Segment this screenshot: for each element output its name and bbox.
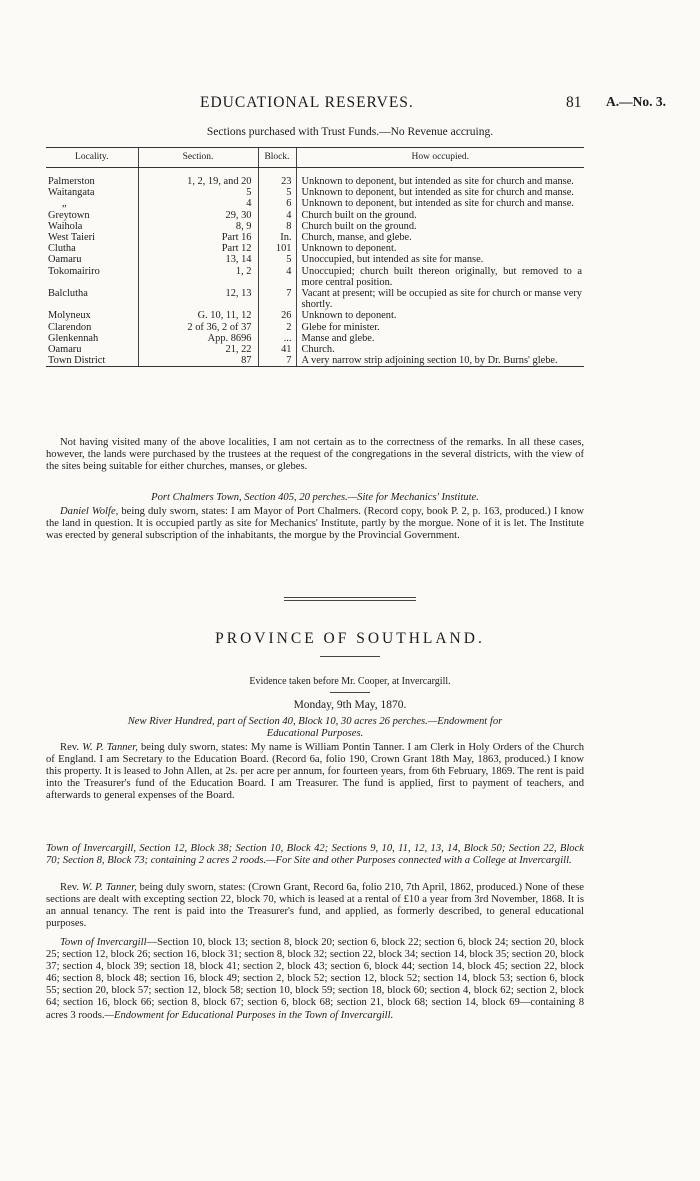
block-cell: 7 (258, 355, 296, 367)
section-cell: 8, 9 (138, 221, 258, 232)
table-row (46, 243, 584, 254)
section-divider (284, 597, 416, 601)
locality-cell: Waihola (48, 220, 83, 232)
table-row (46, 344, 584, 355)
occupation-cell: Church built on the ground. (296, 210, 584, 221)
section-cell: 5 (138, 187, 258, 198)
locality-cell: Clarendon (48, 321, 92, 333)
section-cell: 4 (138, 198, 258, 209)
port-chalmers-heading: Port Chalmers Town, Section 405, 20 perches.—Site for Mechanics' Institute. (151, 492, 479, 503)
block-cell: ... (258, 333, 296, 344)
locality-cell: Town District (46, 355, 138, 367)
locality-cell: Molyneux (48, 310, 91, 322)
document-reference: A.—No. 3. (606, 94, 666, 109)
page-number: 81 (566, 94, 582, 111)
block-cell: 5 (258, 187, 296, 198)
occupation-cell: Church, manse, and glebe. (296, 232, 584, 243)
table-header-row (46, 148, 584, 168)
section-cell: App. 8696 (138, 333, 258, 344)
block-cell: 26 (258, 310, 296, 321)
block-cell: In. (258, 232, 296, 243)
testimony-text: being duly sworn, states: My name is William Pontin Tanner. I am Clerk in Holy Orders of the Church of England. I am Secretary to the Education Board. (Record 6a, folio 190, Crown Grant 18th May, 1863, produced.) I know this property. It is leased to John Allen, at 2s. per acre per annum, for fourteen years, from 6th February, 1869. The rent is paid into the Treasurer's fund of the Education Board. I am Treasurer. The fund is applied, first to payment of teachers, and afterwards to general expenses of the Board. (46, 742, 584, 802)
block-cell: 23 (258, 168, 296, 188)
section-cell: 1, 2, 19, and 20 (138, 168, 258, 188)
running-header (0, 94, 700, 116)
locality-cell: Clutha (48, 243, 76, 255)
table-row (46, 266, 584, 288)
running-title: EDUCATIONAL RESERVES. (200, 94, 414, 111)
section-cell: 12, 13 (138, 288, 258, 310)
witness-name: W. P. Tanner, (81, 882, 137, 893)
witness-prefix: Rev. (60, 742, 83, 753)
college-heading: Town of Invercargill, Section 12, Block 38; Section 10, Block 42; Sections 9, 10, 11, 12, 13, 14, Block 50; Section 22, Block 70; Section 8, Block 73; containing 2 acres 2 roods.—For Site and other Purposes connected with a College at Invercargill. (46, 843, 584, 867)
section-cell: G. 10, 11, 12 (138, 310, 258, 321)
occupation-cell: Unoccupied; church built thereon originally, but removed to a more central position. (296, 266, 584, 288)
section-cell: 87 (138, 355, 258, 367)
locality-cell: Palmerston (48, 176, 95, 187)
new-river-paragraph (46, 742, 584, 802)
locality-cell: West Taieri (48, 232, 96, 244)
locality-cell: „ (62, 198, 67, 210)
port-chalmers-paragraph (46, 506, 584, 542)
locality-cell: Oamaru (48, 254, 82, 266)
table-row (46, 322, 584, 333)
occupation-cell: Unknown to deponent. (296, 310, 584, 321)
table-row (46, 221, 584, 232)
occupation-cell: Vacant at present; will be occupied as site for church or manse very shortly. (296, 288, 584, 310)
locality-cell: Waitangata (48, 187, 95, 199)
column-header-locality: Locality. (46, 148, 138, 168)
occupation-cell: Unknown to deponent, but intended as site for church and manse. (296, 187, 584, 198)
occupation-cell: Glebe for minister. (296, 322, 584, 333)
evidence-rule (330, 692, 370, 693)
block-cell: 7 (258, 288, 296, 310)
block-cell: 4 (258, 266, 296, 288)
new-river-heading: New River Hundred, part of Section 40, Block 10, 30 acres 26 perches.—Endowment for Educational Purposes. (127, 716, 503, 740)
table-title: Sections purchased with Trust Funds.—No Revenue accruing. (206, 126, 494, 138)
section-cell: Part 12 (138, 243, 258, 254)
occupation-cell: Church built on the ground. (296, 221, 584, 232)
table-row (46, 310, 584, 321)
table-row (46, 288, 584, 310)
remarks-paragraph: Not having visited many of the above localities, I am not certain as to the correctness of the remarks. In all these cases, however, the lands were purchased by the trustees at the request of the congregations in the several districts, with the view of the sites being suitable for either churches, manses, or glebes. (46, 437, 584, 473)
block-cell: 2 (258, 322, 296, 333)
occupation-cell: Unknown to deponent, but intended as site for church and manse. (296, 198, 584, 209)
witness-name: W. P. Tanner, (82, 742, 138, 753)
block-cell: 6 (258, 198, 296, 209)
witness-prefix: Rev. (60, 882, 82, 893)
locality-cell: Balclutha (48, 288, 88, 300)
block-cell: 41 (258, 344, 296, 355)
sections-list: —Section 10, block 13; section 8, block 20; section 6, block 22; section 6, block 24; section 20, block 25; section 12, block 26; section 16, block 31; section 8, block 32; section 22, block 34; section 14, block 35; section 20, block 37; section 4, block 39; section 18, block 41; section 2, block 43; section 6, block 44; section 14, block 45; section 22, block 46; section 8, block 48; section 16, block 49; section 2, block 52; section 12, block 52; section 14, block 53; section 6, block 55; section 20, block 57; section 12, block 58; section 10, block 59; section 18, block 60; section 4, block 62; section 2, block 64; section 16, block 66; section 8, block 67; section 6, block 68; section 21, block 68; section 14, block 69—containing 8 acres 3 roods. (46, 937, 584, 1021)
occupation-cell: Unknown to deponent. (296, 243, 584, 254)
occupation-cell: Unknown to deponent, but intended as site for church and manse. (296, 168, 584, 188)
town-sections-paragraph (46, 937, 584, 1022)
testimony-text: being duly sworn, states: (Crown Grant, Record 6a, folio 210, 7th April, 1862, produced.) None of these sections are dealt with excepting section 22, block 70, which is leased at a rental of £10 a year from 3rd November, 1868. It is an annual tenancy. The rent is paid into the Treasurer's fund, and applied, as formerly described, to general educational purposes. (46, 882, 584, 930)
locality-cell: Greytown (48, 209, 90, 221)
column-header-how-occupied: How occupied. (296, 148, 584, 168)
section-cell: Part 16 (138, 232, 258, 243)
table-row (46, 355, 584, 367)
occupation-cell: Church. (296, 344, 584, 355)
block-cell: 4 (258, 210, 296, 221)
column-header-section: Section. (138, 148, 258, 168)
block-cell: 101 (258, 243, 296, 254)
section-cell: 2 of 36, 2 of 37 (138, 322, 258, 333)
section-cell: 29, 30 (138, 210, 258, 221)
hearing-date: Monday, 9th May, 1870. (293, 699, 407, 711)
endowment-purpose: —Endowment for Educational Purposes in the Town of Invercargill. (104, 1009, 394, 1021)
locality-cell: Oamaru (48, 344, 82, 356)
table-row (46, 198, 584, 209)
table-row (46, 210, 584, 221)
evidence-line: Evidence taken before Mr. Cooper, at Invercargill. (249, 676, 451, 687)
province-title: PROVINCE OF SOUTHLAND. (215, 630, 485, 647)
college-paragraph (46, 882, 584, 930)
occupation-cell: A very narrow strip adjoining section 10, by Dr. Burns' glebe. (296, 355, 584, 367)
witness-name: Daniel Wolfe, (60, 506, 119, 517)
occupation-cell: Manse and glebe. (296, 333, 584, 344)
table-row (46, 168, 584, 188)
reserves-table (46, 147, 584, 367)
town-lead: Town of Invercargill (60, 937, 147, 948)
section-cell: 1, 2 (138, 266, 258, 288)
locality-cell: Glenkennah (48, 332, 99, 344)
block-cell: 8 (258, 221, 296, 232)
section-cell: 21, 22 (138, 344, 258, 355)
table-row (46, 333, 584, 344)
occupation-cell: Unoccupied, but intended as site for manse. (296, 254, 584, 265)
table-row (46, 254, 584, 265)
locality-cell: Tokomairiro (48, 265, 100, 277)
block-cell: 5 (258, 254, 296, 265)
table-row (46, 232, 584, 243)
section-cell: 13, 14 (138, 254, 258, 265)
title-rule (320, 656, 380, 657)
table-row (46, 187, 584, 198)
column-header-block: Block. (258, 148, 296, 168)
testimony-text: being duly sworn, states: I am Mayor of Port Chalmers. (Record copy, book P. 2, p. 163, produced.) I know the land in question. It is occupied partly as site for Mechanics' Institute, partly by the morgue. None of it is let. The Institute was erected by general subscription of the inhabitants, the morgue by the Provincial Government. (46, 506, 584, 542)
